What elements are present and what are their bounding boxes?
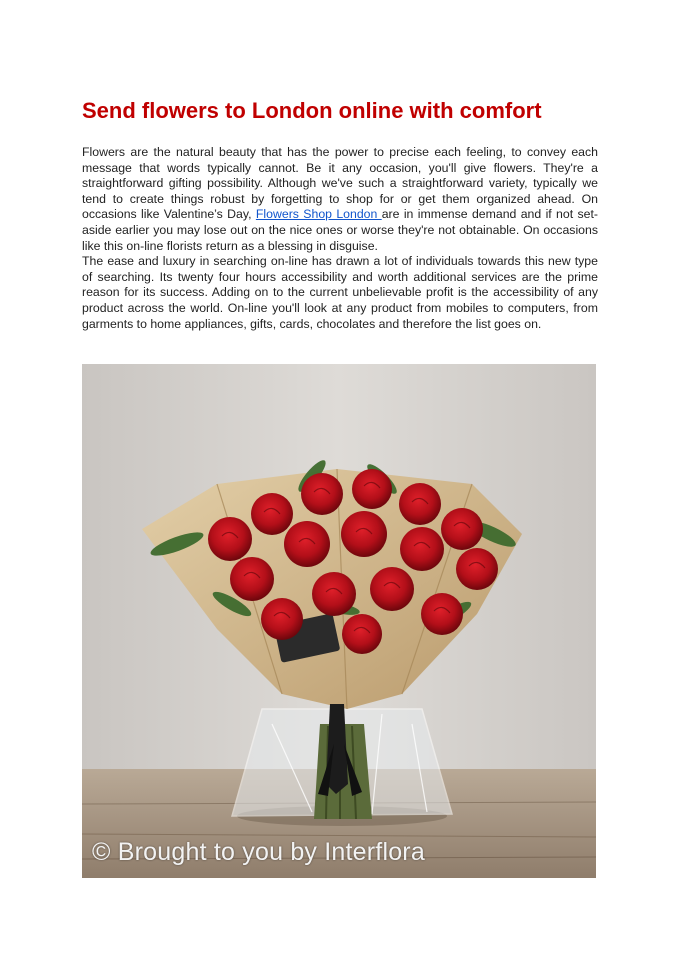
rose — [284, 521, 330, 567]
rose — [399, 483, 441, 525]
rose — [208, 517, 252, 561]
bouquet-photo — [82, 364, 596, 878]
flowers-shop-london-link[interactable]: Flowers Shop London — [255, 207, 382, 222]
rose — [421, 593, 463, 635]
rose — [352, 469, 392, 509]
rose — [230, 557, 274, 601]
paragraph-intro-text-end: are in immense demand and if not set-aside earlier you may lose out on the nice ones or worse they're not obtainable. On occasions like this on-line florists return as a blessing in disguise. — [82, 207, 598, 253]
page-title: Send flowers to London online with comfort — [82, 98, 542, 123]
rose — [441, 508, 483, 550]
rose — [301, 473, 343, 515]
paragraph-intro — [82, 145, 598, 254]
rose — [456, 548, 498, 590]
paragraph-intro-text: Flowers are the natural beauty that has the power to precise each feeling, to convey each message that words typically cannot. Be it any occasion, you'll give flowers. They're a straightforward gifting possibility. Although we've such a straightforward variety, typically we tend to create things robust by forgetting to shop for or get them organized ahead. On occasions like Valentine’s Day, — [82, 145, 598, 222]
article-body — [82, 145, 598, 332]
rose — [341, 511, 387, 557]
rose — [342, 614, 382, 654]
photo-credit: © Brought to you by Interflora — [92, 838, 425, 866]
paragraph-shopping: The ease and luxury in searching on-line has drawn a lot of individuals towards this new type of searching. Its twenty four hours accessibility and worth additional services are the prime reason for its success. Adding on to the current unbelievable profit is the accessibility of any product across the world. On-line you'll look at any product from mobiles to computers, from garments to home appliances, gifts, cards, chocolates and therefore the list goes on. — [82, 254, 598, 331]
rose — [370, 567, 414, 611]
rose — [261, 598, 303, 640]
bouquet-illustration — [82, 364, 596, 878]
rose — [251, 493, 293, 535]
rose — [400, 527, 444, 571]
rose — [312, 572, 356, 616]
